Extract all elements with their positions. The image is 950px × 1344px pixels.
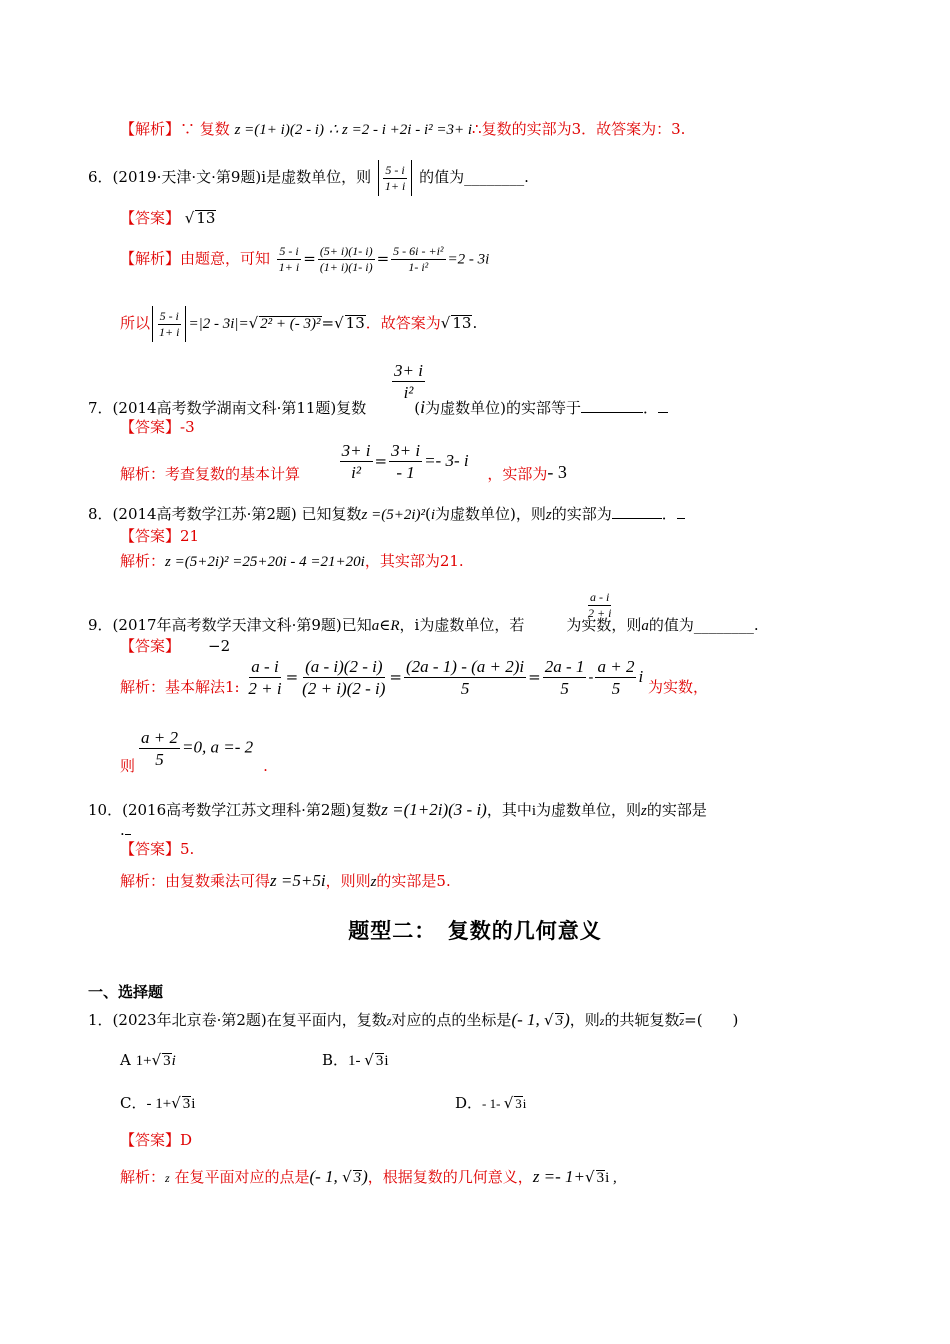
q9-answer: 【答案】 −2 (120, 637, 231, 655)
q10-wrap: . (120, 822, 131, 839)
q5-expression: z =(1+ i)(2 - i) (234, 122, 324, 138)
section-title: 题型二： 复数的几何意义 (348, 918, 602, 943)
q6-question: 6．(2019·天津·文·第9题)i是虚数单位，则 $\frac{5 - i}{1+ i}$ 的值为________. (88, 160, 529, 196)
q9-solution: 解析：基本解法1: $\frac{a - i}{2 + i}$ = $\frac{(a - i)(2 - i)}{(2 + i)(2 - i)}$ = $\frac{(2a - 1) - (a + 2)i}{5}$ = $\frac{2a - 1}{5}$ - $\frac{a + 2}{5}$ i 为实数， (120, 657, 708, 699)
q5-derivation: ∴ z =2 - i +2i - i² =3+ i (328, 122, 473, 138)
q7-answer: 【答案】-3 (120, 418, 195, 436)
q6-analysis-line2: 所以 $\frac{5 - i}{1+ i}$ =|2 - 3i|=√ 2² + (- 3)²=√ 13．故答案为√ 13. (120, 306, 477, 342)
q10-question: 10．(2016高考数学江苏文理科·第2题)复数z =(1+2i)(3 - i)，其中i为虚数单位，则z的实部是 (88, 800, 707, 819)
q7-solution: 解析：考查复数的基本计算 $\frac{3+ i}{\text{i²}}$ = $\frac{3+ i}{- 1}$ =- 3- i ，实部为- 3 (120, 441, 567, 484)
mc1-stem: 1．(2023年北京卷·第2题)在复平面内，复数z对应的点的坐标是(- 1, √ 3)，则z的共轭复数$\overline{z}=$( ) (88, 1010, 739, 1029)
mc1-solution: 解析：z 在复平面对应的点是(- 1, √ 3)，根据复数的几何意义，z =- 1+√ 3i , (120, 1167, 617, 1186)
q10-solution: 解析：由复数乘法可得z =5+5i，则则z的实部是5. (120, 871, 451, 890)
q6-fraction: $\frac{5 - i}{1+ i}$ (384, 162, 406, 193)
mc1-answer: 【答案】D (120, 1131, 193, 1149)
abs-bar (378, 160, 379, 196)
mc1-option-a[interactable]: A 1+√ 3i (120, 1051, 176, 1069)
q6-analysis: 【解析】由题意，可知 $\frac{5 - i}{1+ i}$ = $\frac{(5+ i)(1- i)}{(1+ i)(1- i)}$ = $\frac{\text{5 - 6i - +i²}}{\text{1- i²}}$ =2 - 3i (120, 244, 490, 274)
mc1-option-d[interactable]: D．- 1- √ 3i (455, 1094, 527, 1112)
q8-question: 8．(2014高考数学江苏·第2题) 已知复数z =(5+2i)²(i为虚数单位)，则z的实部为 ． (88, 506, 685, 524)
q5-analysis: 【解析】∵ 复数 z =(1+ i)(2 - i) ∴ z =2 - i +2i - i² =3+ i∴复数的实部为3．故答案为：3. (120, 120, 686, 138)
mc1-option-b[interactable]: B．1- √ 3i (322, 1051, 389, 1069)
q9-question: 9．(2017年高考数学天津文科·第9题)已知a∈R，i为虚数单位，若 为实数，则a的值为________. (88, 616, 759, 634)
mc1-option-c[interactable]: C．- 1+√ 3i (120, 1094, 196, 1112)
q9-fraction: $\frac{a - i}{2 + i}$ (588, 590, 612, 620)
q10-answer: 【答案】5. (120, 840, 195, 858)
q9-conclusion: 则 $\frac{a + 2}{5}$ =0, a =- 2. (120, 727, 268, 775)
q7-question: 7．(2014高考数学湖南文科·第11题)复数 (i为虚数单位)的实部等于 ． (88, 397, 668, 418)
q8-solution: 解析：z =(5+2i)² =25+20i - 4 =21+20i，其实部为21. (120, 552, 464, 570)
q7-fraction: $\frac{3+ i}{\text{i²}}$ (394, 361, 423, 403)
abs-bar (411, 160, 412, 196)
q8-expression: z =(5+2i)² (361, 507, 426, 523)
q6-answer: 【答案】 √ 13 (120, 209, 216, 227)
analysis-label: 【解析】 (120, 120, 181, 138)
section-subtitle: 一、选择题 (88, 983, 164, 1001)
q8-answer: 【答案】21 (120, 527, 200, 545)
